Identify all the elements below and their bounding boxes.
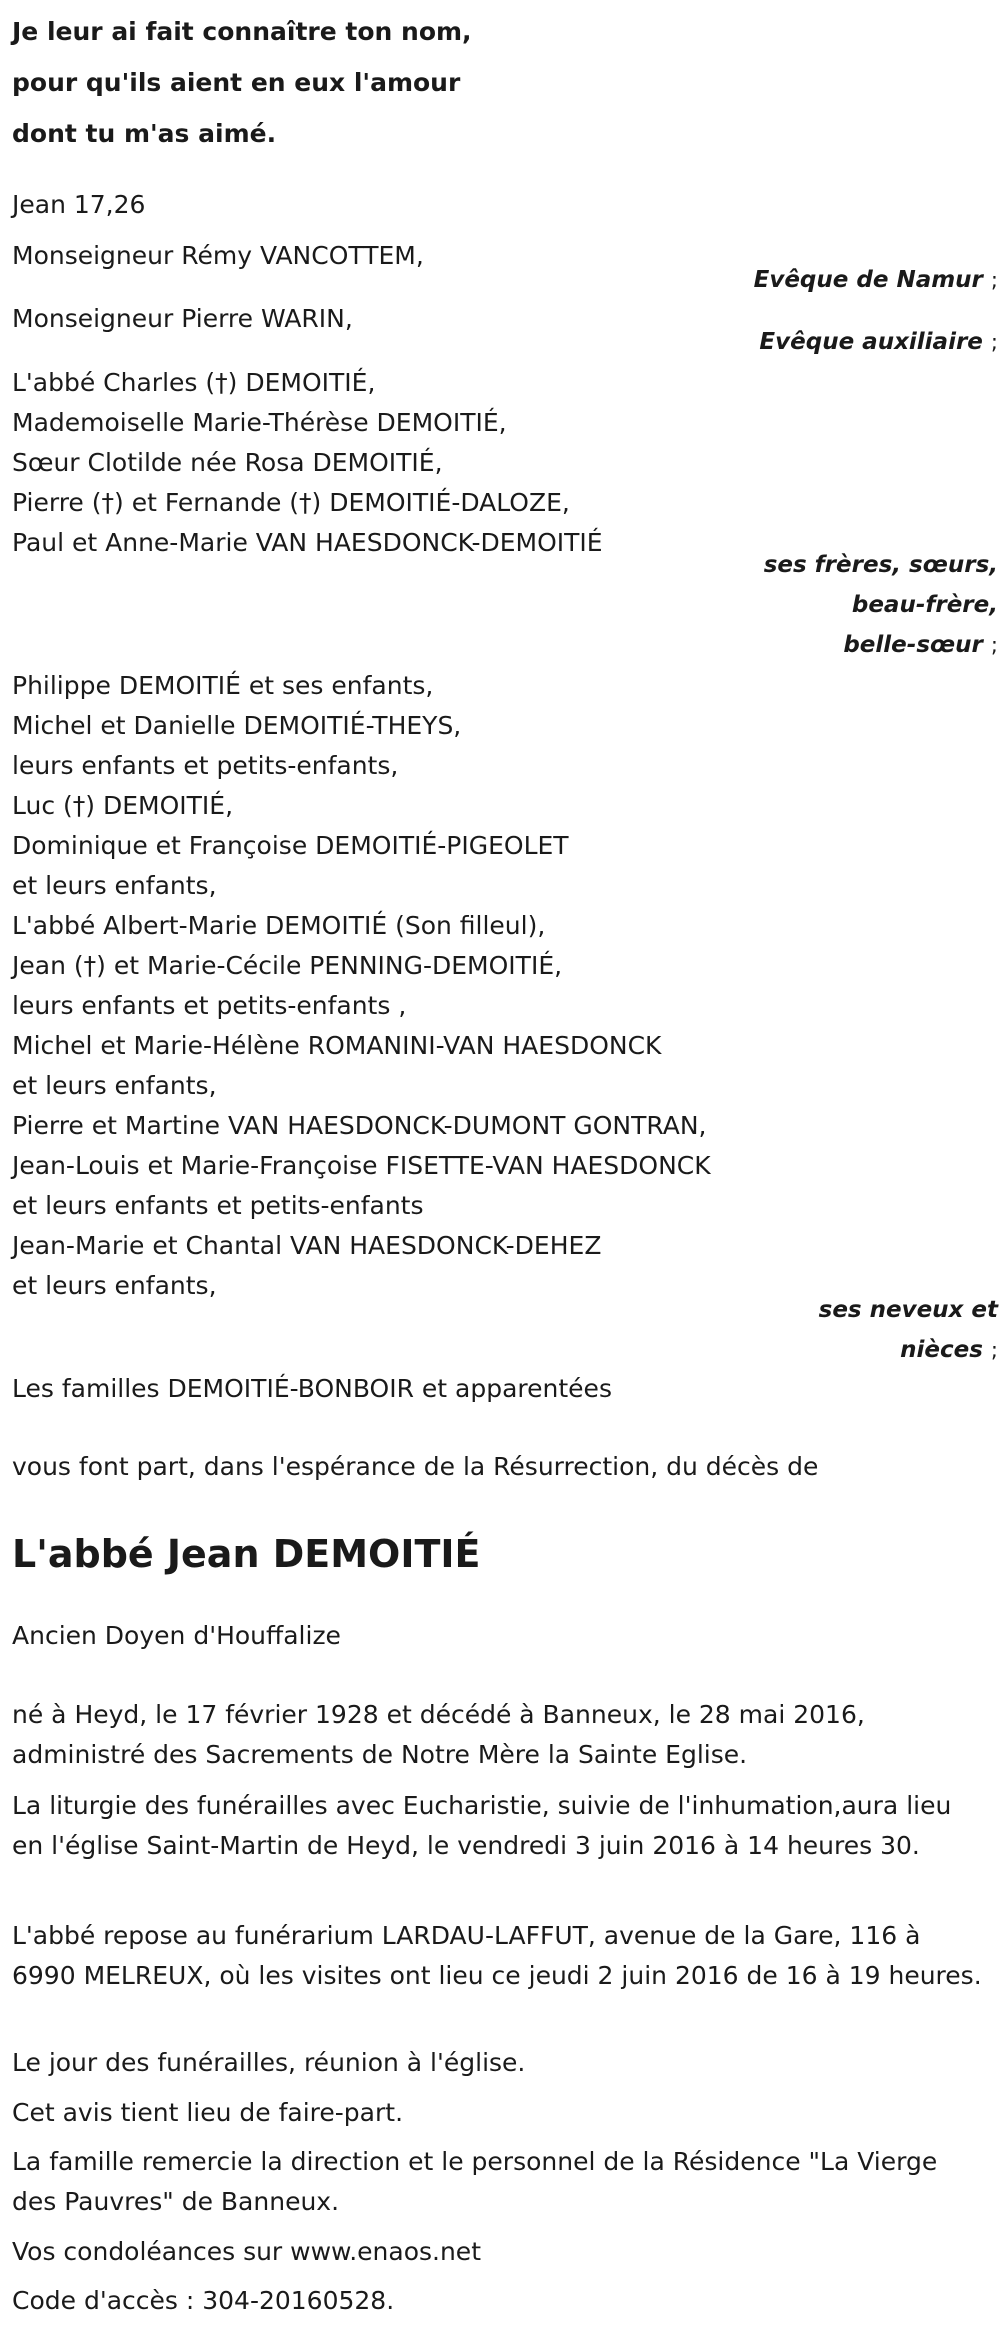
detail-notice: Cet avis tient lieu de faire-part. bbox=[12, 2098, 404, 2127]
list-item: Philippe DEMOITIÉ et ses enfants, bbox=[12, 671, 434, 700]
detail-funerarium: L'abbé repose au funérarium LARDAU-LAFFUT, avenue de la Gare, 116 à 6990 MELREUX, où les visites ont lieu ce jeudi 2 juin 2016 de 16 à 19 heures. bbox=[12, 1921, 982, 1990]
list-item: L'abbé Charles (†) DEMOITIÉ, bbox=[12, 368, 376, 397]
detail-condolences: Vos condoléances sur www.enaos.net bbox=[12, 2237, 481, 2266]
list-item: leurs enfants et petits-enfants, bbox=[12, 751, 399, 780]
siblings-relation: ses frères, sœurs, beau-frère, belle-sœur ; bbox=[763, 552, 998, 658]
clergy-name: Monseigneur Rémy VANCOTTEM, bbox=[12, 241, 424, 270]
verse-line: Je leur ai fait connaître ton nom, bbox=[12, 17, 472, 46]
list-item: leurs enfants et petits-enfants , bbox=[12, 991, 407, 1020]
list-item: Michel et Marie-Hélène ROMANINI-VAN HAESDONCK bbox=[12, 1031, 662, 1060]
list-item: Paul et Anne-Marie VAN HAESDONCK-DEMOITIÉ bbox=[12, 528, 603, 557]
detail-funeral-liturgy: La liturgie des funérailles avec Eucharistie, suivie de l'inhumation,aura lieu en l'église Saint-Martin de Heyd, le vendredi 3 juin 2016 à 14 heures 30. bbox=[12, 1791, 952, 1860]
nephews-relation: ses neveux et nièces ; bbox=[818, 1297, 998, 1363]
families-line: Les familles DEMOITIÉ-BONBOIR et apparentées bbox=[12, 1374, 612, 1403]
list-item: Jean-Louis et Marie-Françoise FISETTE-VAN HAESDONCK bbox=[12, 1151, 711, 1180]
deceased-role: Ancien Doyen d'Houffalize bbox=[12, 1621, 341, 1650]
list-item: et leurs enfants, bbox=[12, 1271, 217, 1300]
list-item: Jean (†) et Marie-Cécile PENNING-DEMOITIÉ, bbox=[12, 951, 563, 980]
list-item: Mademoiselle Marie-Thérèse DEMOITIÉ, bbox=[12, 408, 507, 437]
verse-line: dont tu m'as aimé. bbox=[12, 119, 277, 148]
deceased-name: L'abbé Jean DEMOITIÉ bbox=[12, 1532, 481, 1576]
clergy-relation: Evêque de Namur ; bbox=[753, 267, 998, 293]
nephews-list bbox=[12, 666, 711, 1306]
list-item: et leurs enfants, bbox=[12, 1071, 217, 1100]
verse-line: pour qu'ils aient en eux l'amour bbox=[12, 68, 461, 97]
clergy-name: Monseigneur Pierre WARIN, bbox=[12, 304, 353, 333]
list-item: Dominique et Françoise DEMOITIÉ-PIGEOLET bbox=[12, 831, 569, 860]
list-item: Luc (†) DEMOITIÉ, bbox=[12, 791, 234, 820]
siblings-list bbox=[12, 363, 603, 563]
detail-birth-death: né à Heyd, le 17 février 1928 et décédé à Banneux, le 28 mai 2016, administré des Sacrements de Notre Mère la Sainte Eglise. bbox=[12, 1700, 865, 1769]
list-item: et leurs enfants et petits-enfants bbox=[12, 1191, 424, 1220]
list-item: et leurs enfants, bbox=[12, 871, 217, 900]
clergy-relation: Evêque auxiliaire ; bbox=[759, 329, 998, 355]
list-item: L'abbé Albert-Marie DEMOITIÉ (Son filleul), bbox=[12, 911, 546, 940]
list-item: Pierre et Martine VAN HAESDONCK-DUMONT GONTRAN, bbox=[12, 1111, 707, 1140]
list-item: Pierre (†) et Fernande (†) DEMOITIÉ-DALOZE, bbox=[12, 488, 570, 517]
verse-reference: Jean 17,26 bbox=[12, 190, 146, 219]
detail-meeting: Le jour des funérailles, réunion à l'église. bbox=[12, 2048, 526, 2077]
list-item: Jean-Marie et Chantal VAN HAESDONCK-DEHEZ bbox=[12, 1231, 602, 1260]
detail-access-code: Code d'accès : 304-20160528. bbox=[12, 2286, 395, 2315]
detail-thanks: La famille remercie la direction et le personnel de la Résidence "La Vierge des Pauvres" de Banneux. bbox=[12, 2147, 938, 2216]
announcement-text: vous font part, dans l'espérance de la Résurrection, du décès de bbox=[12, 1452, 819, 1481]
list-item: Sœur Clotilde née Rosa DEMOITIÉ, bbox=[12, 448, 443, 477]
list-item: Michel et Danielle DEMOITIÉ-THEYS, bbox=[12, 711, 462, 740]
bible-verse bbox=[12, 6, 472, 159]
